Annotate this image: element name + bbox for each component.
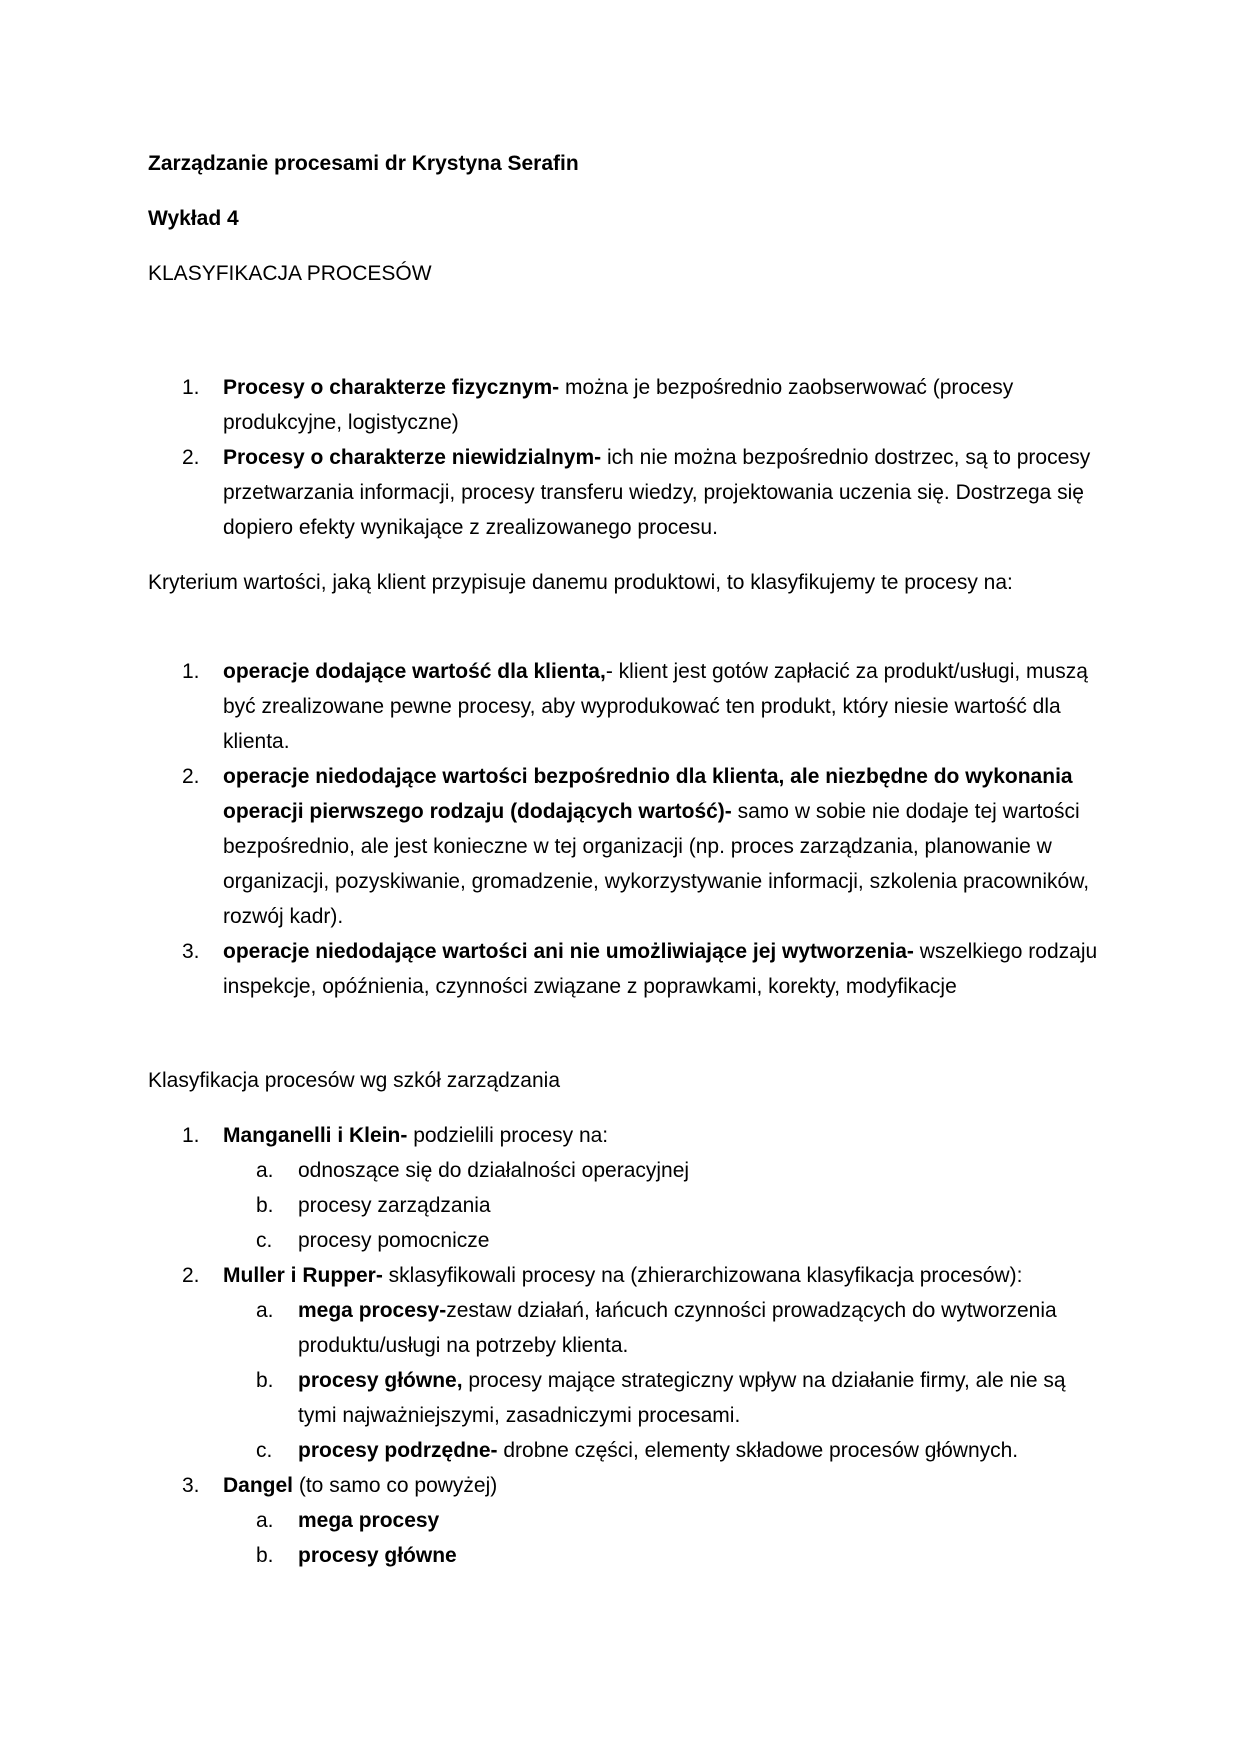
list-item-text: samo w sobie nie dodaje tej wartości bezpośrednio, ale jest konieczne w tej organizacji (np. proces zarządzania, planowanie w organizacji, pozyskiwanie, gromadzenie, wykorzystywanie informacji, szkolenia pracowników, rozwój kadr). [223,800,1090,928]
sub-list-item [223,1503,1098,1538]
list-item [148,440,1098,545]
list-number: 2. [182,446,200,469]
sub-list-text: odnoszące się do działalności operacyjnej [298,1159,690,1182]
sub-list-term: mega procesy [298,1509,440,1532]
list-number: 3. [182,940,200,963]
list-item-term: operacje niedodające wartości bezpośrednio dla klienta, ale niezbędne do wykonania operacji pierwszego rodzaju (dodających wartość)- [223,765,1073,823]
list-item [148,934,1098,1004]
list-item-term: Muller i Rupper- [223,1264,383,1287]
list-item-term: operacje niedodające wartości ani nie umożliwiające jej wytworzenia- [223,940,914,963]
list-number: 2. [182,1264,200,1287]
sub-list-letter: b. [256,1369,274,1392]
list-item [148,1118,1098,1258]
list-item-term: Procesy o charakterze niewidzialnym- [223,446,602,469]
schools-heading: Klasyfikacja procesów wg szkół zarządzania [148,1069,561,1092]
list-item-term: Dangel [223,1474,294,1497]
document-title: Zarządzanie procesami dr Krystyna Serafin [148,152,579,175]
section-heading: KLASYFIKACJA PROCESÓW [148,262,432,285]
sub-list [223,1293,1098,1468]
sub-list-item [223,1188,1098,1223]
list-item-text: wszelkiego rodzaju inspekcje, opóźnienia, czynności związane z poprawkami, korekty, modyfikacje [223,940,1098,998]
list-item [148,370,1098,440]
sub-list-text: zestaw działań, łańcuch czynności prowadzących do wytworzenia produktu/usługi na potrzeby klienta. [298,1299,1057,1357]
list-item-text: podzielili procesy na: [407,1124,609,1147]
list-item-text: ich nie można bezpośrednio dostrzec, są to procesy przetwarzania informacji, procesy transferu wiedzy, projektowania uczenia się. Dostrzega się dopiero efekty wynikające z zrealizowanego procesu. [223,446,1091,539]
list-item [148,1258,1098,1468]
sub-list-text: procesy pomocnicze [298,1229,490,1252]
sub-list-letter: c. [256,1229,273,1252]
sub-list-letter: c. [256,1439,273,1462]
sub-list-item [223,1293,1098,1363]
sub-list-item [223,1538,1098,1573]
sub-list-item [223,1153,1098,1188]
sub-list-letter: a. [256,1159,274,1182]
sub-list-term: procesy podrzędne- [298,1439,498,1462]
sub-list-letter: a. [256,1509,274,1532]
list-item [148,654,1098,759]
list-item-text: (to samo co powyżej) [293,1474,498,1497]
sub-list-term: mega procesy- [298,1299,447,1322]
list-number: 1. [182,660,200,683]
sub-list [223,1503,1098,1573]
sub-list-letter: b. [256,1544,274,1567]
list-item-term: Manganelli i Klein- [223,1124,408,1147]
list-item-text: sklasyfikowali procesy na (zhierarchizowana klasyfikacja procesów): [382,1264,1023,1287]
lecture-heading: Wykład 4 [148,207,239,230]
sub-list-item [223,1223,1098,1258]
list-item-term: Procesy o charakterze fizycznym- [223,376,560,399]
sub-list-term: procesy główne [298,1544,457,1567]
sub-list [223,1153,1098,1258]
list-number: 1. [182,1124,200,1147]
list-item-text: - klient jest gotów zapłacić za produkt/usługi, muszą być zrealizowane pewne procesy, aby wyprodukować ten produkt, który niesie wartość dla klienta. [223,660,1088,753]
list-item-text: można je bezpośrednio zaobserwować (procesy produkcyjne, logistyczne) [223,376,1014,434]
list-item-term: operacje dodające wartość dla klienta, [223,660,606,683]
process-types-list [148,370,1098,545]
sub-list-term: procesy główne, [298,1369,463,1392]
list-number: 3. [182,1474,200,1497]
sub-list-text: procesy mające strategiczny wpływ na działanie firmy, ale nie są tymi najważniejszymi, zasadniczymi procesami. [298,1369,1066,1427]
list-item [148,1468,1098,1573]
list-number: 1. [182,376,200,399]
sub-list-item [223,1433,1098,1468]
sub-list-text: drobne części, elementy składowe procesów głównych. [497,1439,1019,1462]
list-number: 2. [182,765,200,788]
sub-list-item [223,1363,1098,1433]
sub-list-letter: a. [256,1299,274,1322]
sub-list-text: procesy zarządzania [298,1194,491,1217]
schools-list [148,1118,1098,1573]
sub-list-letter: b. [256,1194,274,1217]
list-item [148,759,1098,934]
value-criterion-list [148,654,1098,1004]
criterion-paragraph: Kryterium wartości, jaką klient przypisuje danemu produktowi, to klasyfikujemy te procesy na: [148,571,1013,594]
